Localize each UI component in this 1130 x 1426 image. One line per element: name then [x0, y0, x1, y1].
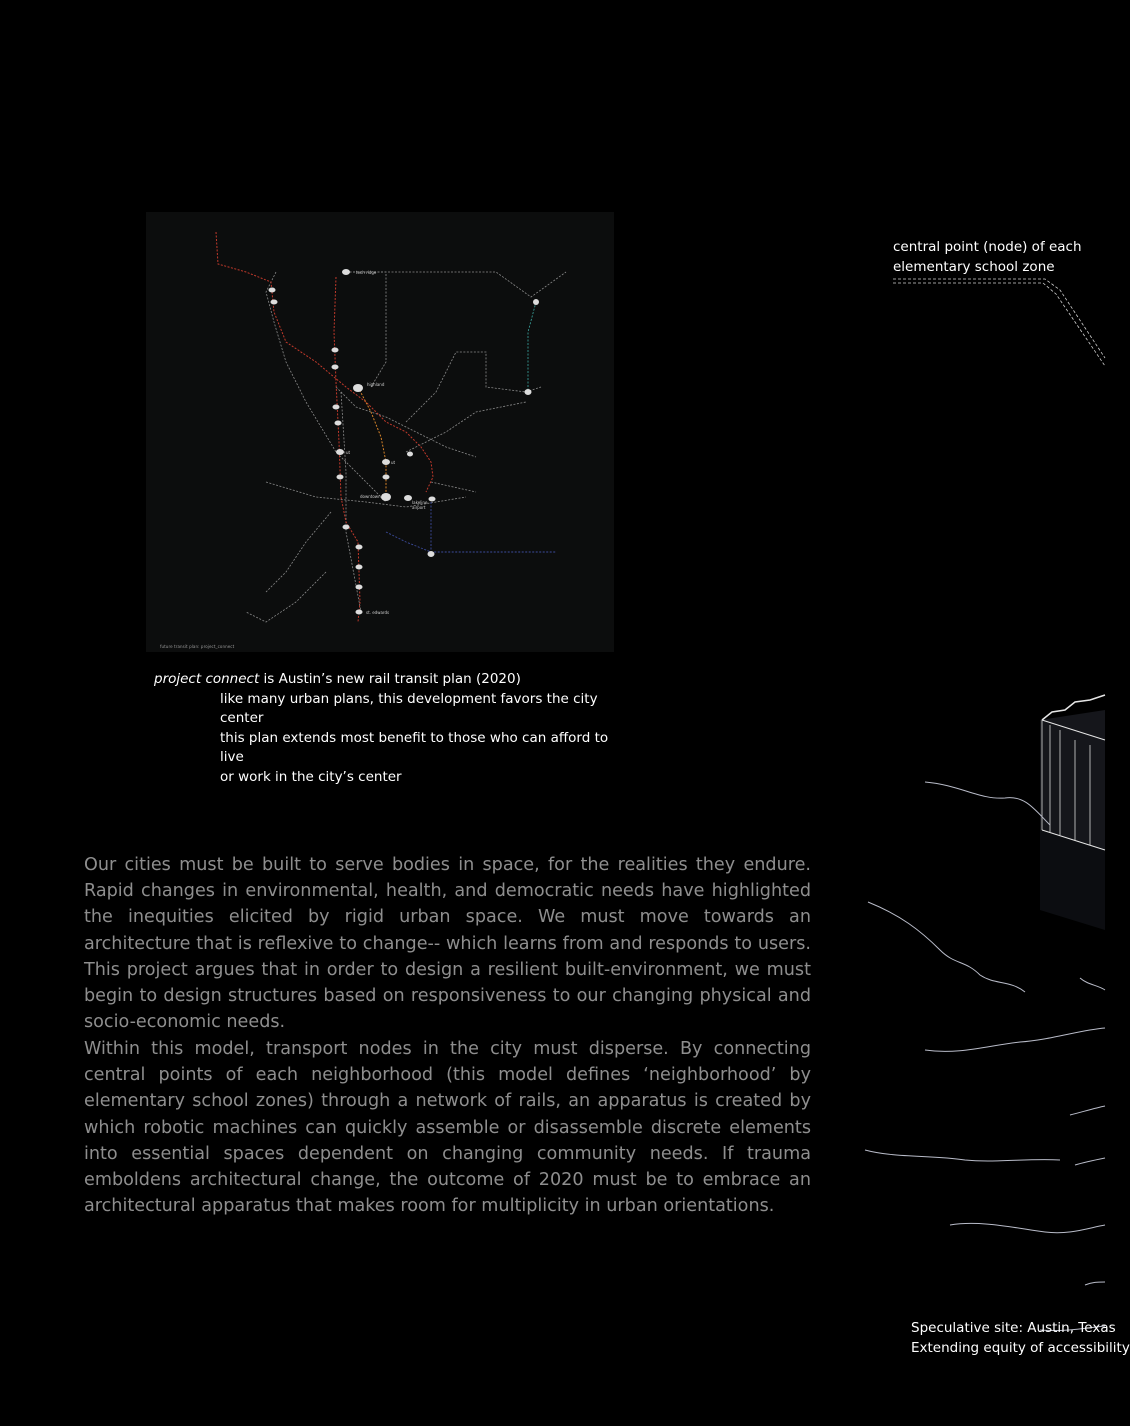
transit-map — [146, 212, 614, 652]
caption-line-2: like many urban plans, this development favors the city center — [220, 690, 598, 726]
map-label-st-edwards: st. edwards — [366, 610, 390, 615]
site-drawing — [820, 270, 1130, 1426]
caption-line-3: this plan extends most benefit to those who can afford to live — [220, 729, 609, 765]
red-line — [216, 232, 433, 622]
caption-title — [154, 670, 634, 690]
gray-lines — [246, 272, 566, 622]
leader-line — [893, 279, 1105, 366]
map-label-ut: ut — [346, 450, 351, 455]
map-label-airport: airport — [412, 505, 426, 510]
node-annotation-line-1: central point (node) of each — [893, 239, 1082, 255]
stations — [269, 269, 540, 615]
transit-map-graphic — [146, 212, 614, 652]
blue-line — [386, 502, 556, 557]
site-caption-line-1: Speculative site: Austin, Texas — [911, 1320, 1116, 1336]
map-label-lakeline: lakeline — [412, 500, 428, 505]
site-caption — [911, 1318, 1130, 1358]
isometric-structure — [1040, 695, 1105, 930]
map-label-downtown: downtown — [360, 494, 381, 499]
body-paragraph-1: Our cities must be built to serve bodies in space, for the realities they endure. Rapid changes in environmental, health, and democratic needs have highlighted the inequities elicited by rigid urban space. We must move towards an architecture that is reflexive to change-- which learns from and responds to users. This project argues that in order to design a resilient built-environment, we must begin to design structures based on responsiveness to our changing physical and socio-economic needs. — [84, 855, 811, 1033]
map-label-north: ut — [391, 460, 396, 465]
node-annotation-line-2: elementary school zone — [893, 259, 1055, 275]
map-label-highland: highland — [367, 382, 385, 387]
body-paragraph-2: Within this model, transport nodes in the city must disperse. By connecting central points of each neighborhood (this model defines ‘neighborhood’ by elementary school zones) through a network of rails, an apparatus is created by which robotic machines can quickly assemble or disassemble discrete elements into essential spaces dependent on changing community needs. If trauma emboldens architectural change, the outcome of 2020 must be to embrace an architectural apparatus that makes room for multiplicity in urban orientations. — [84, 1039, 811, 1217]
orange-line — [358, 387, 386, 497]
map-label-tech-ridge: tech ridge — [356, 270, 377, 275]
site-caption-line-2: Extending equity of accessibility — [911, 1340, 1130, 1356]
map-credit: future transit plan: project_connect — [160, 644, 235, 649]
caption-title-rest: is Austin’s new rail transit plan (2020) — [259, 671, 521, 687]
caption-title-italic: project connect — [154, 671, 260, 687]
teal-line — [528, 302, 536, 392]
map-caption — [154, 670, 634, 787]
caption-line-4: or work in the city’s center — [220, 768, 402, 785]
